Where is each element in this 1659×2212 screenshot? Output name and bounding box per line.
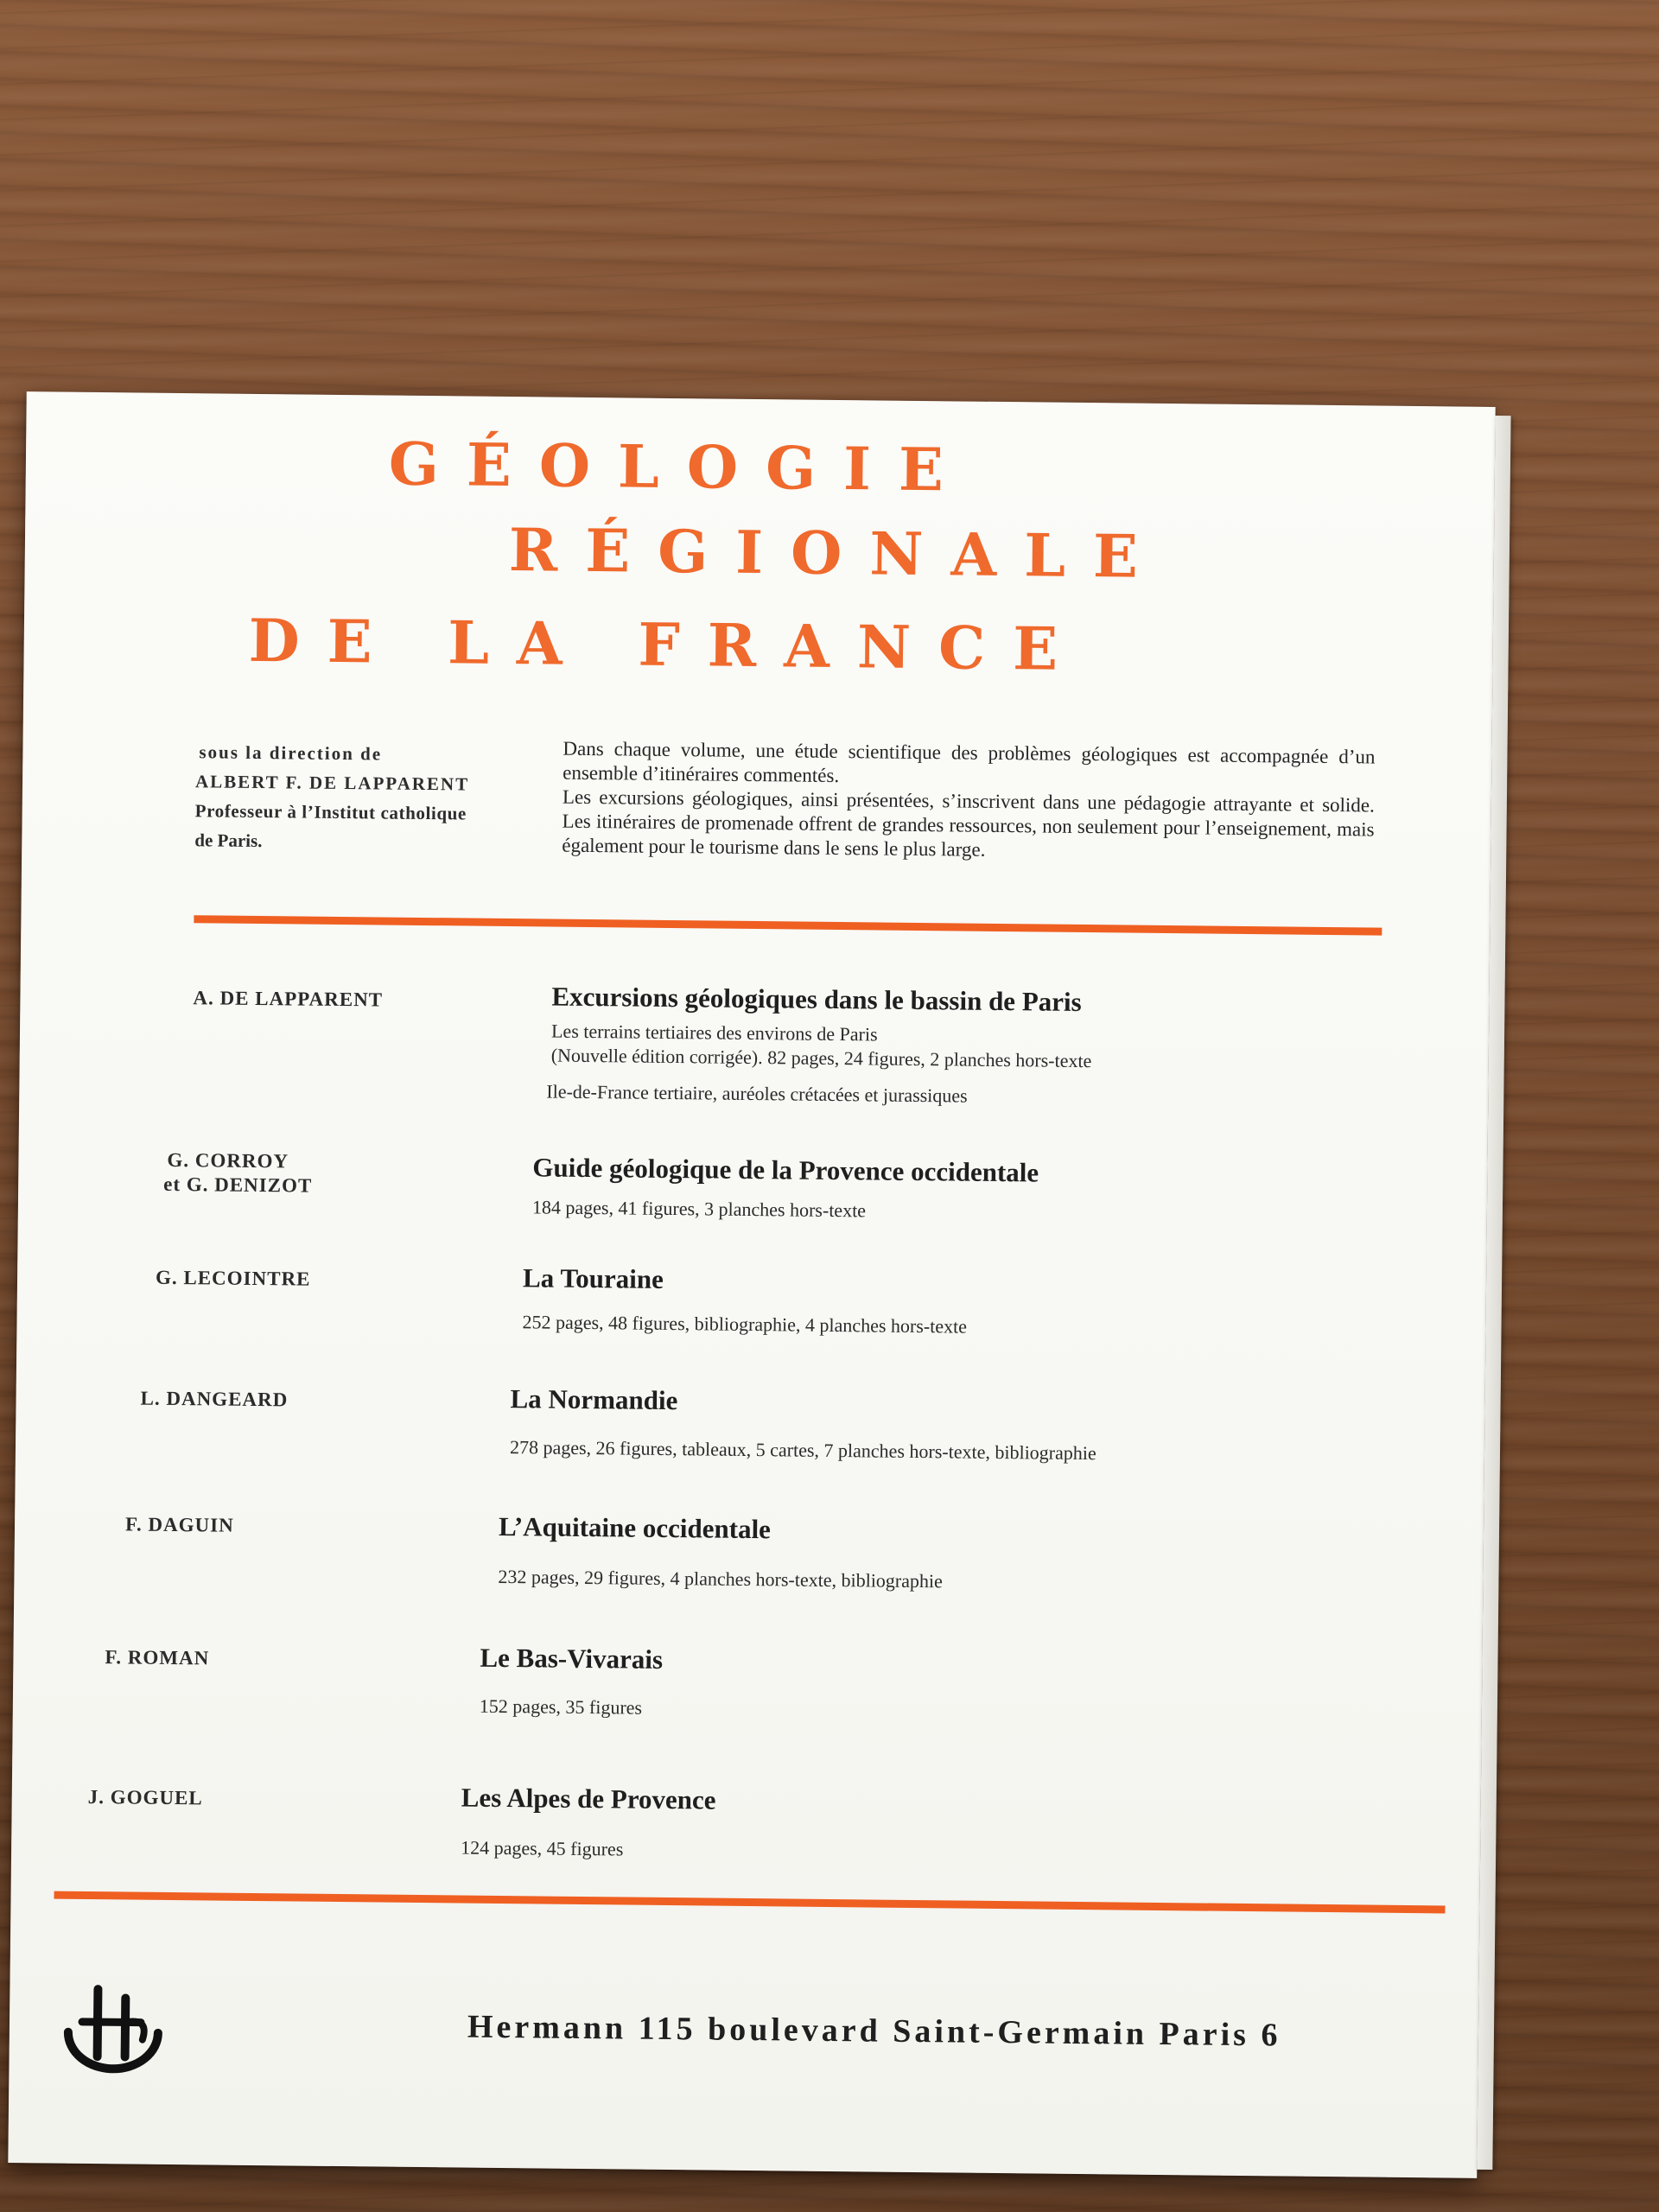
description-paragraph: Dans chaque volume, une étude scientifique des problèmes géologiques est accompagnée d’un ensemble d’itinéraires commentés. xyxy=(563,737,1376,787)
book-author: F. ROMAN xyxy=(105,1646,210,1669)
editor-name: ALBERT F. DE LAPPARENT xyxy=(194,771,470,795)
book-title: La Touraine xyxy=(522,1262,664,1294)
book-detail: 232 pages, 29 figures, 4 planches hors-texte, bibliographie xyxy=(498,1565,943,1592)
publisher-address: Hermann 115 boulevard Saint-Germain Paris 6 xyxy=(467,2008,1281,2054)
book-title: Excursions géologiques dans le bassin de Paris xyxy=(551,981,1082,1017)
book-detail: 184 pages, 41 figures, 3 planches hors-texte xyxy=(531,1196,867,1222)
editor-credit-line: sous la direction de xyxy=(199,741,383,765)
title-line-2: RÉGIONALE xyxy=(508,516,1166,592)
book-title: L’Aquitaine occidentale xyxy=(498,1510,772,1545)
book-title: Le Bas-Vivarais xyxy=(480,1642,664,1675)
book-author: A. DE LAPPARENT xyxy=(193,987,384,1011)
title-line-1: GÉOLOGIE xyxy=(388,429,972,505)
book-author: F. DAGUIN xyxy=(124,1513,234,1536)
book-title: Les Alpes de Provence xyxy=(461,1782,716,1815)
book-author-coauthor: et G. DENIZOT xyxy=(163,1173,313,1197)
book-title: Guide géologique de la Provence occidentale xyxy=(532,1152,1039,1188)
hermann-logo-icon xyxy=(52,1982,174,2078)
book-title: La Normandie xyxy=(510,1383,678,1416)
book-detail: 124 pages, 45 figures xyxy=(461,1836,624,1860)
book-detail: 152 pages, 35 figures xyxy=(479,1694,643,1719)
editor-title: Professeur à l’Institut catholique xyxy=(194,800,467,824)
book-detail: 278 pages, 26 figures, tableaux, 5 cartes, 7 planches hors-texte, bibliographie xyxy=(509,1436,1096,1465)
description-paragraph: Les excursions géologiques, ainsi présentées, s’inscrivent dans une pédagogie attrayante et solide. Les itinéraires de promenade offrent de grandes ressources, non seulement pour l’enseignement, mais également pour le tourisme dans le sens le plus large. xyxy=(562,785,1375,861)
title-line-3: DE LA FRANCE xyxy=(248,606,1086,685)
book-author: G. LECOINTRE xyxy=(155,1266,311,1290)
book-author: L. DANGEARD xyxy=(140,1387,289,1411)
book-author: J. GOGUEL xyxy=(87,1785,203,1809)
book-detail: 252 pages, 48 figures, bibliographie, 4 planches hors-texte xyxy=(522,1311,968,1338)
editor-institution: de Paris. xyxy=(194,830,263,852)
book-detail: (Nouvelle édition corrigée). 82 pages, 24 figures, 2 planches hors-texte xyxy=(550,1044,1092,1072)
book-detail: Ile-de-France tertiaire, auréoles crétacées et jurassiques xyxy=(546,1080,968,1107)
book-author: G. CORROY xyxy=(167,1148,289,1173)
book-detail: Les terrains tertiaires des environs de Paris xyxy=(550,1020,878,1046)
brochure-page xyxy=(8,391,1495,2178)
